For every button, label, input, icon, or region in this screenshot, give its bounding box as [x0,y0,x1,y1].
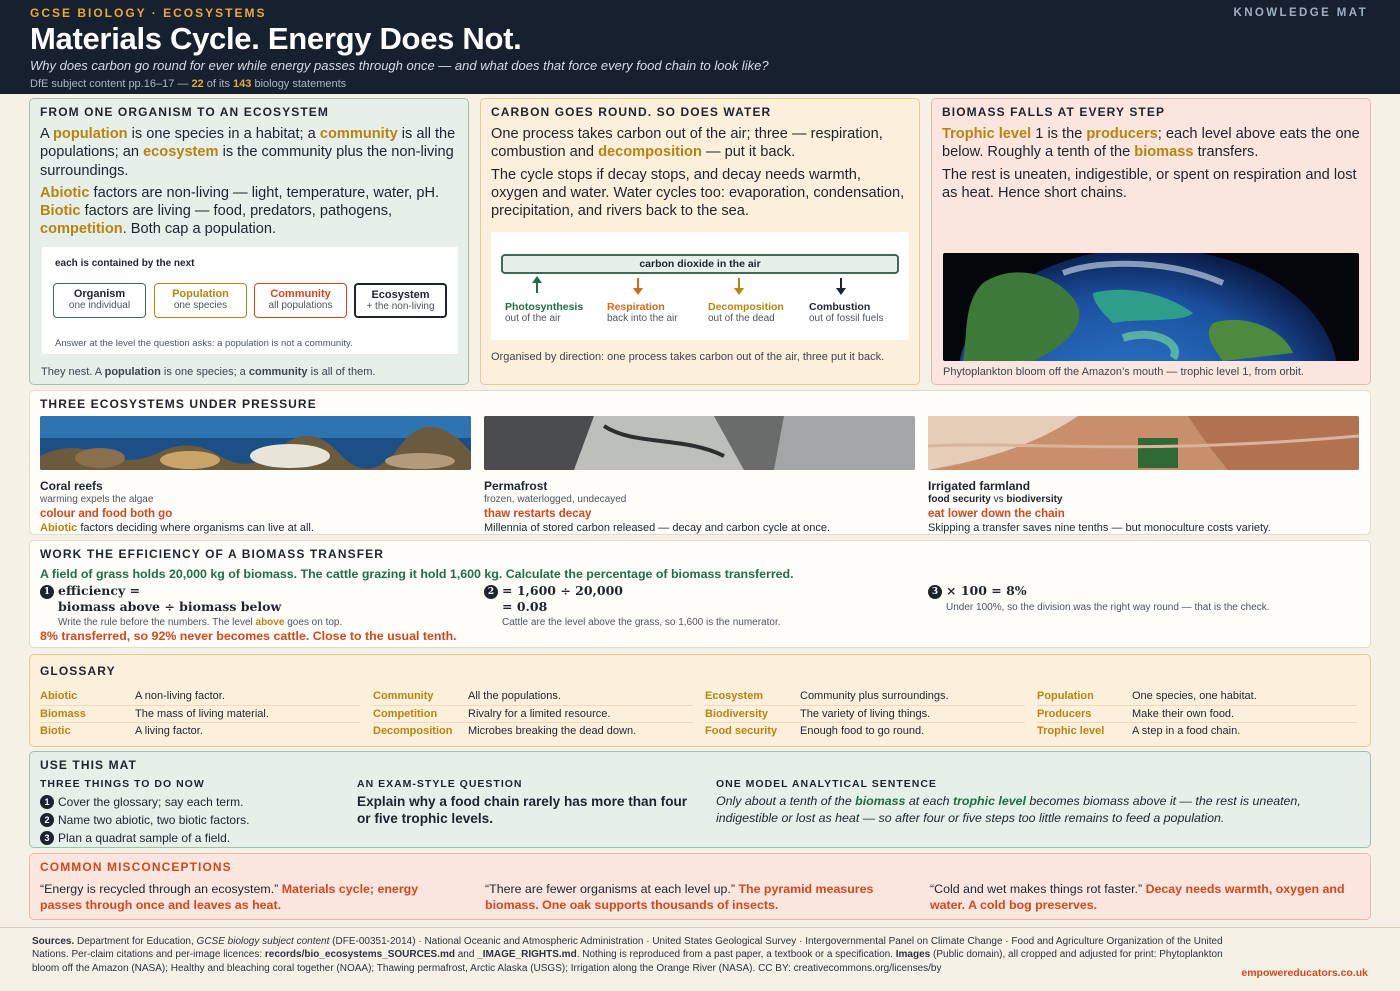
ecosystem-pressure: frozen, waterlogged, undecayed [484,494,627,505]
step-number: 2 [484,585,498,599]
loss-paragraph: The rest is uneaten, indigestible, or spent on respiration and lost as heat. Hence short chains. [942,166,1357,201]
carbon-paragraph: One process takes carbon out of the air; three — respiration, combustion and decomposition — put it back. [491,126,883,161]
exam-question-column: AN EXAM-STYLE QUESTION Explain why a food chain rarely has more than four or five trophic levels. [357,778,688,826]
page-subtitle: Why does carbon go round for ever while energy passes through once — and what does that force every food chain to look like? [30,58,769,73]
ecosystem-pressure: warming expels the algae [40,494,154,505]
misconception-2: “There are fewer organisms at each level up.” The pyramid measures biomass. One oak supports thousands of insects. [485,882,874,912]
water-paragraph: The cycle stops if decay stops, and decay needs warmth, oxygen and water. Water cycles too: evaporation, condensation, precipitation, and rivers back to the sea. [491,166,905,220]
misconception-3: “Cold and wet makes things rot faster.” Decay needs warmth, oxygen and water. A cold bog preserves. [930,882,1345,912]
glossary-column-2 [373,688,693,741]
glossary-row: Population One species, one habitat. [1037,688,1357,706]
glossary-row: Ecosystem Community plus surroundings. [705,688,1025,706]
carbon-cycle-diagram [491,232,909,340]
step-2: 2 = 1,600 ÷ 20,000 = 0.08 Cattle are the level above the grass, so 1,600 is the numerator. [484,583,781,628]
panel-title: USE THIS MAT [40,758,137,772]
ecosystem-irrigated-farmland [928,416,1359,534]
ecosystem-coral-reefs [40,416,471,534]
step-3: 3 × 100 = 8% Under 100%, so the division was the right way round — that is the check. [928,583,1270,613]
ecosystem-pressure: food security vs biodiversity [928,494,1063,505]
panel-worked-efficiency [29,540,1371,648]
nesting-diagram [42,247,458,354]
panel-organism-to-ecosystem [29,98,469,385]
label-decomposition: Decomposition out of the dead [708,301,784,324]
glossary-column-4 [1037,688,1357,741]
label-photosynthesis: Photosynthesis out of the air [505,301,584,324]
glossary-row: Abiotic A non-living factor. [40,688,360,706]
panel-biomass-falls [931,98,1371,385]
glossary-row: Decomposition Microbes breaking the dead down. [373,725,637,737]
panel-misconceptions [29,853,1371,920]
kicker: GCSE BIOLOGY · ECOSYSTEMS [30,6,267,20]
arrow-combustion [840,278,842,291]
sources-footer: Sources. Department for Education, GCSE biology subject content (DFE-00351-2014) · National Oceanic and Atmospheric Administration · United States Geological Survey · Intergovernmental Panel on Climate Change · Food and Agriculture Organization of the United Nations. Per-claim citations and per-image licences: records/bio_ecosystems_SOURCES.md and _IMAGE_RIGHTS.md. Nothing is reproduced from a past paper, a textbook or a specification. Images (Public domain), all cropped and adjusted for print: Phytoplankton bloom off the Amazon (NASA); Healthy and bleaching coral together (NOAA); Thawing permafrost, Arctic Alaska (USGS); Irrigation along the Orange River (NASA). CC BY: creativecommons.org/licenses/by [32,936,1223,974]
ecosystem-result: thaw restarts decay [484,508,592,520]
ecosystem-result: colour and food both go [40,508,173,520]
box-ecosystem: Ecosystem + the non-living [354,283,447,318]
panel-title: CARBON GOES ROUND. SO DOES WATER [491,105,772,119]
coral-reef-image [40,416,471,470]
box-organism: Organism one individual [53,283,146,318]
permafrost-image [484,416,915,470]
ecosystem-result: eat lower down the chain [928,508,1065,520]
panel-title: COMMON MISCONCEPTIONS [40,860,232,874]
box-population: Population one species [154,283,247,318]
glossary-column-1 [40,688,360,741]
worked-answer: 8% transferred, so 92% never becomes cattle. Close to the usual tenth. [40,629,457,643]
factors-paragraph: Abiotic factors are non-living — light, temperature, water, pH. Biotic factors are living — food, predators, pathogens, competition. Both cap a population. [40,184,440,238]
panel-title: BIOMASS FALLS AT EVERY STEP [942,105,1166,119]
step-number: 1 [40,585,54,599]
ecosystem-name: Coral reefs [40,479,103,493]
label-combustion: Combustion out of fossil fuels [809,301,884,324]
subject-content-meta: DfE subject content pp.16–17 — 22 of its 143 biology statements [30,78,347,90]
diagram-title: each is contained by the next [55,258,195,269]
header [0,0,1400,94]
worked-question: A field of grass holds 20,000 kg of biomass. The cattle grazing it hold 1,600 kg. Calculate the percentage of biomass transferred. [40,567,794,581]
glossary-row: Producers Make their own food. [1037,706,1357,724]
glossary-row: Biodiversity The variety of living things. [705,706,1025,724]
ecosystem-name: Irrigated farmland [928,479,1031,493]
todo-item: 1 Cover the glossary; say each term. [40,793,340,811]
site-link[interactable]: empowereducators.co.uk [1241,967,1368,979]
misconception-1: “Energy is recycled through an ecosystem.” Materials cycle; energy passes through once and leaves as heat. [40,882,419,912]
panel-caption: Organised by direction: one process takes carbon out of the air, three put it back. [491,351,885,363]
panel-glossary [29,654,1371,747]
todo-item: 3 Plan a quadrat sample of a field. [40,829,340,847]
arrow-photosynthesis [536,280,538,293]
ecosystem-permafrost [484,416,915,534]
page-title: Materials Cycle. Energy Does Not. [30,21,522,56]
model-sentence-column: ONE MODEL ANALYTICAL SENTENCE Only about a tenth of the biomass at each trophic level becomes biomass above it — the rest is uneaten, indigestible or lost as heat — so after four or five steps too little remains to feed a population. [716,778,1301,825]
box-community: Community all populations [254,283,347,318]
irrigated-farmland-image [928,416,1359,470]
diagram-note: Answer at the level the question asks: a population is not a community. [55,338,353,349]
todo-item: 2 Name two abiotic, two biotic factors. [40,811,340,829]
arrow-decomposition [738,278,740,291]
glossary-row: Competition Rivalry for a limited resource. [373,706,693,724]
panel-title: GLOSSARY [40,664,116,678]
ecosystem-comment: Skipping a transfer saves nine tenths — but monoculture costs variety. [928,522,1271,534]
trophic-paragraph: Trophic level 1 is the producers; each level above eats the one below. Roughly a tenth of the biomass transfers. [942,126,1360,161]
step-number: 3 [928,585,942,599]
definition-paragraph: A population is one species in a habitat; a community is all the populations; an ecosystem is the community plus the non-living surroundings. [40,126,456,179]
panel-carbon-cycle [480,98,920,385]
panel-title: THREE ECOSYSTEMS UNDER PRESSURE [40,397,317,411]
glossary-row: Food security Enough food to go round. [705,725,925,737]
ecosystem-comment: Millennia of stored carbon released — decay and carbon cycle at once. [484,522,831,534]
panel-title: WORK THE EFFICIENCY OF A BIOMASS TRANSFER [40,547,384,561]
ecosystem-comment: Abiotic factors deciding where organisms can live at all. [40,522,314,534]
ecosystem-name: Permafrost [484,479,548,493]
knowledge-mat-tag: KNOWLEDGE MAT [1233,7,1368,19]
glossary-row: Biomass The mass of living material. [40,706,360,724]
co2-bar: carbon dioxide in the air [501,254,899,274]
todo-column: THREE THINGS TO DO NOW 1 Cover the glossary; say each term. 2 Name two abiotic, two biotic factors. 3 Plan a quadrat sample of a field. [40,778,340,847]
glossary-row: Community All the populations. [373,688,693,706]
panel-three-ecosystems [29,390,1371,535]
panel-use-this-mat [29,751,1371,848]
glossary-row: Trophic level A step in a food chain. [1037,725,1241,737]
step-1: 1 efficiency = biomass above ÷ biomass below Write the rule before the numbers. The level above goes on top. [40,583,342,628]
panel-title: FROM ONE ORGANISM TO AN ECOSYSTEM [40,105,329,119]
arrow-respiration [637,278,639,291]
glossary-row: Biotic A living factor. [40,725,203,737]
panel-caption: They nest. A population is one species; a community is all of them. [41,366,376,378]
glossary-column-3 [705,688,1025,741]
label-respiration: Respiration back into the air [607,301,678,324]
panel-caption: Phytoplankton bloom off the Amazon’s mouth — trophic level 1, from orbit. [943,366,1304,378]
phytoplankton-earth-image [943,253,1359,361]
